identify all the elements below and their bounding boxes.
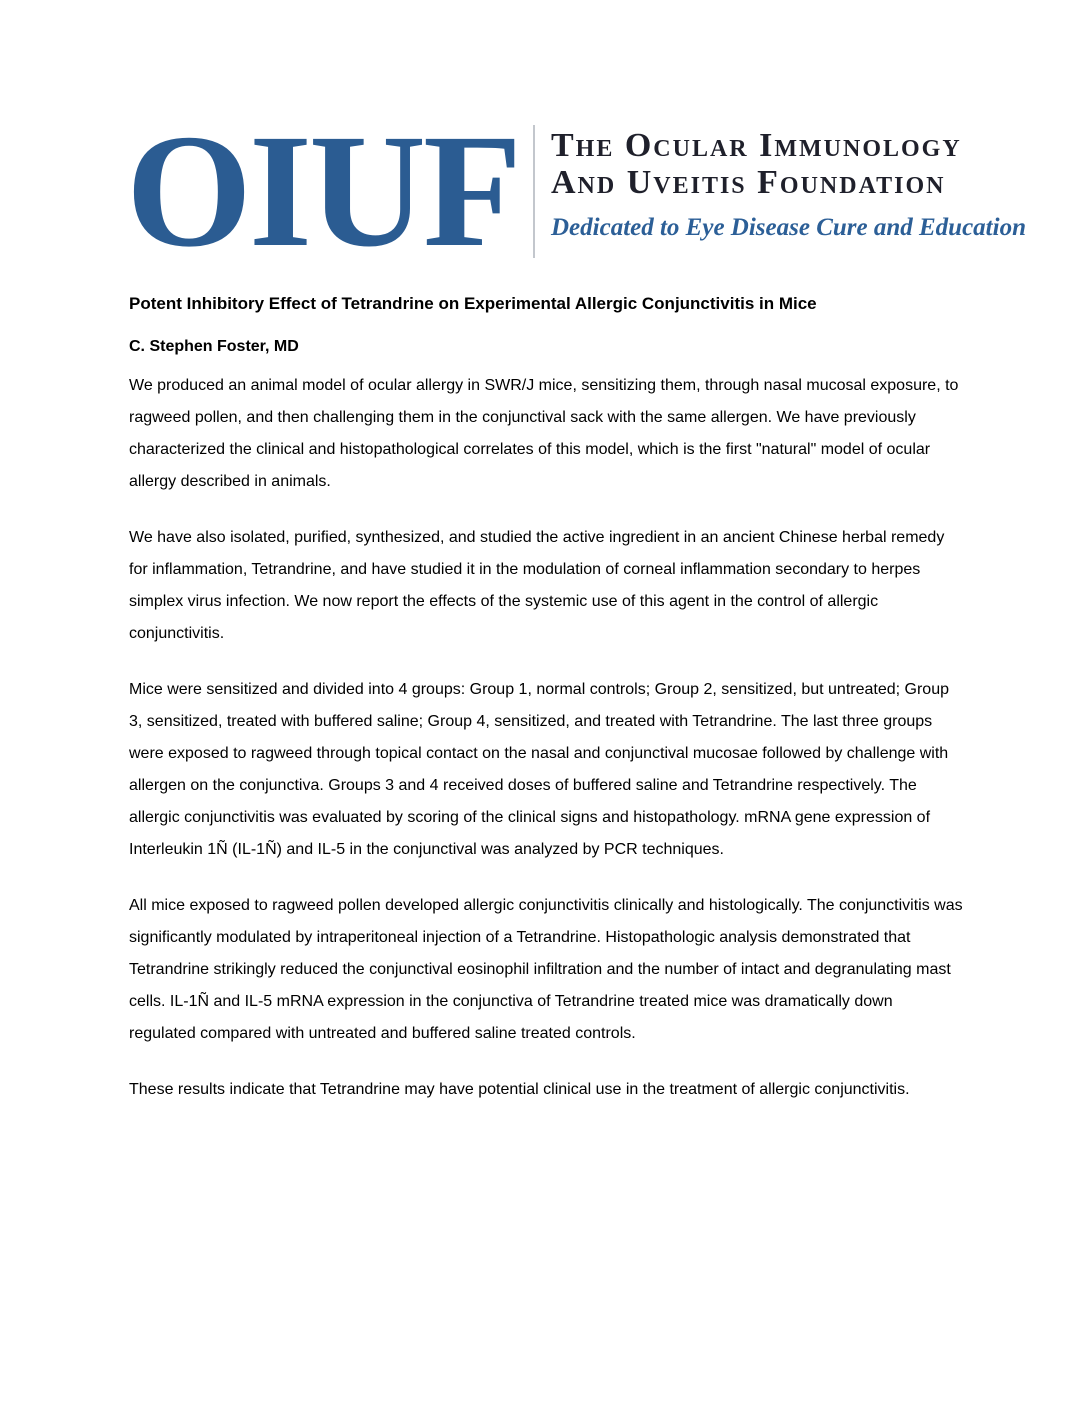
- article-author: C. Stephen Foster, MD: [129, 338, 299, 355]
- paragraph-results: All mice exposed to ragweed pollen developed allergic conjunctivitis clinically and histologically. The conjunctivitis was significantly modulated by intraperitoneal injection of a Tetrandrine. Histopathologic analysis demonstrated that Tetrandrine strikingly reduced the conjunctival eosinophil infiltration and the number of intact and degranulating mast cells. IL-1Ñ and IL-5 mRNA expression in the conjunctiva of Tetrandrine treated mice was dramatically down regulated compared with untreated and buffered saline treated controls.: [129, 897, 963, 1042]
- oiuf-logo-acronym: OIUF: [126, 102, 519, 281]
- org-name-line2: And Uveitis Foundation: [551, 164, 946, 201]
- article-body: [129, 292, 963, 1106]
- logo-text-block: [551, 123, 1026, 258]
- oiuf-logo: [0, 0, 1088, 281]
- paragraph-conclusion: These results indicate that Tetrandrine may have potential clinical use in the treatment of allergic conjunctivitis.: [129, 1081, 910, 1098]
- paragraph-model-description: We produced an animal model of ocular allergy in SWR/J mice, sensitizing them, through nasal mucosal exposure, to ragweed pollen, and then challenging them in the conjunctival sack with the same allergen. We have previously characterized the clinical and histopathological correlates of this model, which is the first "natural" model of ocular allergy described in animals.: [129, 377, 959, 490]
- org-tagline: Dedicated to Eye Disease Cure and Education: [551, 214, 1026, 241]
- org-name-line1: The Ocular Immunology: [551, 127, 962, 164]
- paragraph-tetrandrine-background: We have also isolated, purified, synthesized, and studied the active ingredient in an ancient Chinese herbal remedy for inflammation, Tetrandrine, and have studied it in the modulation of corneal inflammation secondary to herpes simplex virus infection. We now report the effects of the systemic use of this agent in the control of allergic conjunctivitis.: [129, 529, 945, 642]
- article-title: Potent Inhibitory Effect of Tetrandrine on Experimental Allergic Conjunctivitis in Mice: [129, 294, 817, 313]
- paragraph-methods: Mice were sensitized and divided into 4 groups: Group 1, normal controls; Group 2, sensitized, but untreated; Group 3, sensitized, treated with buffered saline; Group 4, sensitized, and treated with Tetrandrine. The last three groups were exposed to ragweed through topical contact on the nasal and conjunctival mucosae followed by challenge with allergen on the conjunctiva. Groups 3 and 4 received doses of buffered saline and Tetrandrine respectively. The allergic conjunctivitis was evaluated by scoring of the clinical signs and histopathology. mRNA gene expression of Interleukin 1Ñ (IL-1Ñ) and IL-5 in the conjunctival was analyzed by PCR techniques.: [129, 681, 949, 858]
- logo-divider: [533, 125, 535, 258]
